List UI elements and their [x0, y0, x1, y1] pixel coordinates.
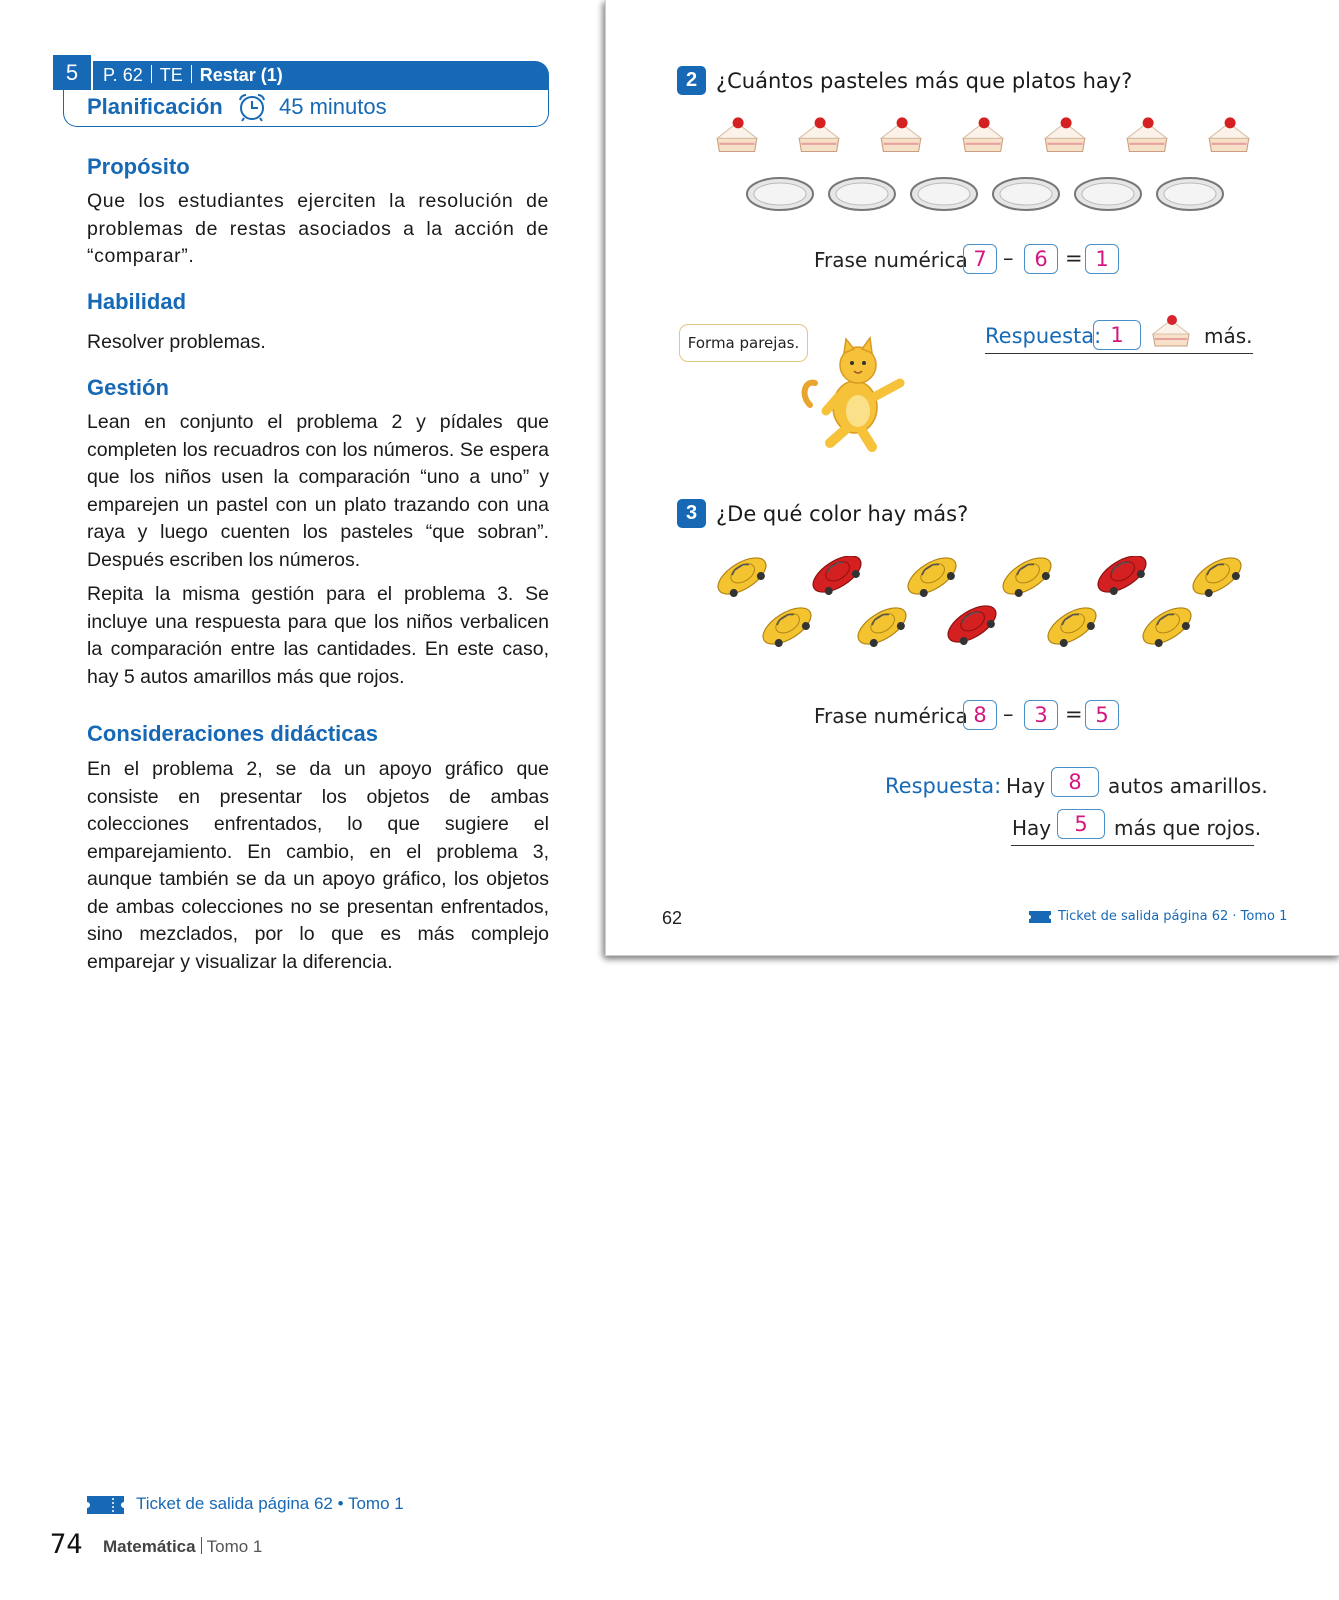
page-ref: P. 62 — [103, 65, 143, 85]
plate-icon — [745, 175, 815, 213]
answer-line-1-box[interactable]: 8 — [1051, 767, 1099, 797]
cat-character-illustration — [800, 335, 915, 453]
minus-sign: – — [1003, 702, 1014, 726]
plate-icon — [991, 175, 1061, 213]
problem-2-number: 2 — [677, 66, 706, 95]
cake-icon — [1125, 112, 1169, 158]
plate-icon — [909, 175, 979, 213]
problem-2-box-result[interactable]: 1 — [1085, 244, 1119, 274]
gestion-paragraph-2: Repita la misma gestión para el problema 3. Se incluye una respuesta para que los niños verbalicen la comparación entre las cantidades. En este caso, hay 5 autos amarillos más que rojos. — [87, 583, 549, 688]
red-car-icon — [807, 556, 867, 600]
problem-2-answer-box[interactable]: 1 — [1093, 320, 1141, 350]
lesson-header-text — [103, 62, 283, 89]
planning-duration: 45 minutos — [279, 94, 387, 119]
plate-icon — [827, 175, 897, 213]
yellow-car-icon — [902, 556, 962, 602]
ticket-icon — [87, 1496, 124, 1514]
alarm-clock-icon — [236, 92, 268, 122]
problem-3-box-b[interactable]: 3 — [1024, 700, 1058, 730]
problem-3-box-a[interactable]: 8 — [963, 700, 997, 730]
problem-2-question: ¿Cuántos pasteles más que platos hay? — [716, 69, 1133, 93]
gestion-paragraph-1: Lean en conjunto el problema 2 y pídales que completen los recuadros con los números. Se espera que los niños usen la comparación “uno a uno” y emparejen un pastel con un plato trazando con una raya y luego cuenten los pasteles “que sobran”. Después escriben los números. — [87, 411, 549, 571]
section-title-consideraciones: Consideraciones didácticas — [87, 721, 378, 746]
habilidad-text: Resolver problemas. — [87, 331, 266, 353]
equals-sign: = — [1065, 246, 1083, 270]
speech-bubble: Forma parejas. — [679, 324, 808, 362]
problem-2-sentence-label: Frase numérica — [814, 248, 968, 272]
minus-sign: – — [1003, 246, 1014, 270]
yellow-car-icon — [1042, 601, 1102, 653]
student-exit-ticket-reference: Ticket de salida página 62 · Tomo 1 — [1058, 909, 1288, 924]
cake-icon — [1043, 112, 1087, 158]
answer-line-1-prefix: Hay — [1006, 774, 1046, 798]
student-page-number: 62 — [662, 908, 683, 928]
cars-illustration — [712, 556, 1262, 666]
answer-line-1-suffix: autos amarillos. — [1108, 774, 1268, 798]
section-title-habilidad: Habilidad — [87, 289, 187, 314]
problem-3-question: ¿De qué color hay más? — [716, 502, 969, 526]
yellow-car-icon — [1137, 601, 1197, 653]
plate-icon — [1155, 175, 1225, 213]
planning-title: Planificación — [87, 94, 223, 119]
problem-2-answer-suffix: más. — [1204, 324, 1253, 348]
proposito-text: Que los estudiantes ejerciten la resolución de problemas de restas asociados a la acción de “comparar”. — [87, 190, 549, 267]
consideraciones-text: En el problema 2, se da un apoyo gráfico que consiste en presentar los objetos de ambas colecciones enfrentados, lo que sugiere el emparejamiento. En cambio, en el problema 3, aunque también se da un apoyo gráfico, los objetos de ambas colecciones no se presentan enfrentados, sino mezclados, por lo que es más complejo emparejar y visualizar la diferencia. — [87, 758, 549, 973]
exit-ticket-reference: Ticket de salida página 62 • Tomo 1 — [136, 1494, 404, 1513]
page-number: 74 — [50, 1529, 83, 1560]
problem-3-answer-label: Respuesta: — [885, 774, 1002, 798]
lesson-topic: Restar (1) — [199, 65, 283, 85]
cakes-row — [715, 112, 1255, 160]
section-title-proposito: Propósito — [87, 154, 190, 179]
footer-subject — [103, 1535, 262, 1559]
problem-3-box-result[interactable]: 5 — [1085, 700, 1119, 730]
cake-icon — [961, 112, 1005, 158]
problem-3-sentence-label: Frase numérica — [814, 704, 968, 728]
cake-icon — [1151, 312, 1191, 350]
section-title-gestion: Gestión — [87, 375, 169, 400]
problem-2-answer-label: Respuesta: — [985, 324, 1102, 348]
red-car-icon — [942, 599, 1002, 651]
answer-underline — [985, 353, 1253, 354]
cake-icon — [797, 112, 841, 158]
yellow-car-icon — [852, 601, 912, 653]
lesson-number: 5 — [53, 55, 93, 90]
yellow-car-icon — [712, 556, 772, 602]
problem-3-number: 3 — [677, 499, 706, 528]
problem-2-box-b[interactable]: 6 — [1024, 244, 1058, 274]
book-ref: TE — [159, 65, 183, 85]
volume-name: Tomo 1 — [206, 1537, 263, 1556]
equals-sign: = — [1065, 702, 1083, 726]
cake-icon — [879, 112, 923, 158]
subject-name: Matemática — [103, 1537, 196, 1556]
red-car-icon — [1092, 556, 1152, 600]
yellow-car-icon — [1187, 556, 1247, 602]
answer-line-2-suffix: más que rojos. — [1114, 816, 1262, 840]
yellow-car-icon — [997, 556, 1057, 602]
problem-2-box-a[interactable]: 7 — [963, 244, 997, 274]
ticket-icon — [1029, 911, 1051, 923]
yellow-car-icon — [757, 601, 817, 653]
cake-icon — [1207, 112, 1251, 158]
answer-line-2-box[interactable]: 5 — [1057, 809, 1105, 839]
answer-line-2-prefix: Hay — [1012, 816, 1052, 840]
cake-icon — [715, 112, 759, 158]
plates-row — [745, 175, 1235, 215]
plate-icon — [1073, 175, 1143, 213]
answer-underline — [1011, 845, 1254, 846]
